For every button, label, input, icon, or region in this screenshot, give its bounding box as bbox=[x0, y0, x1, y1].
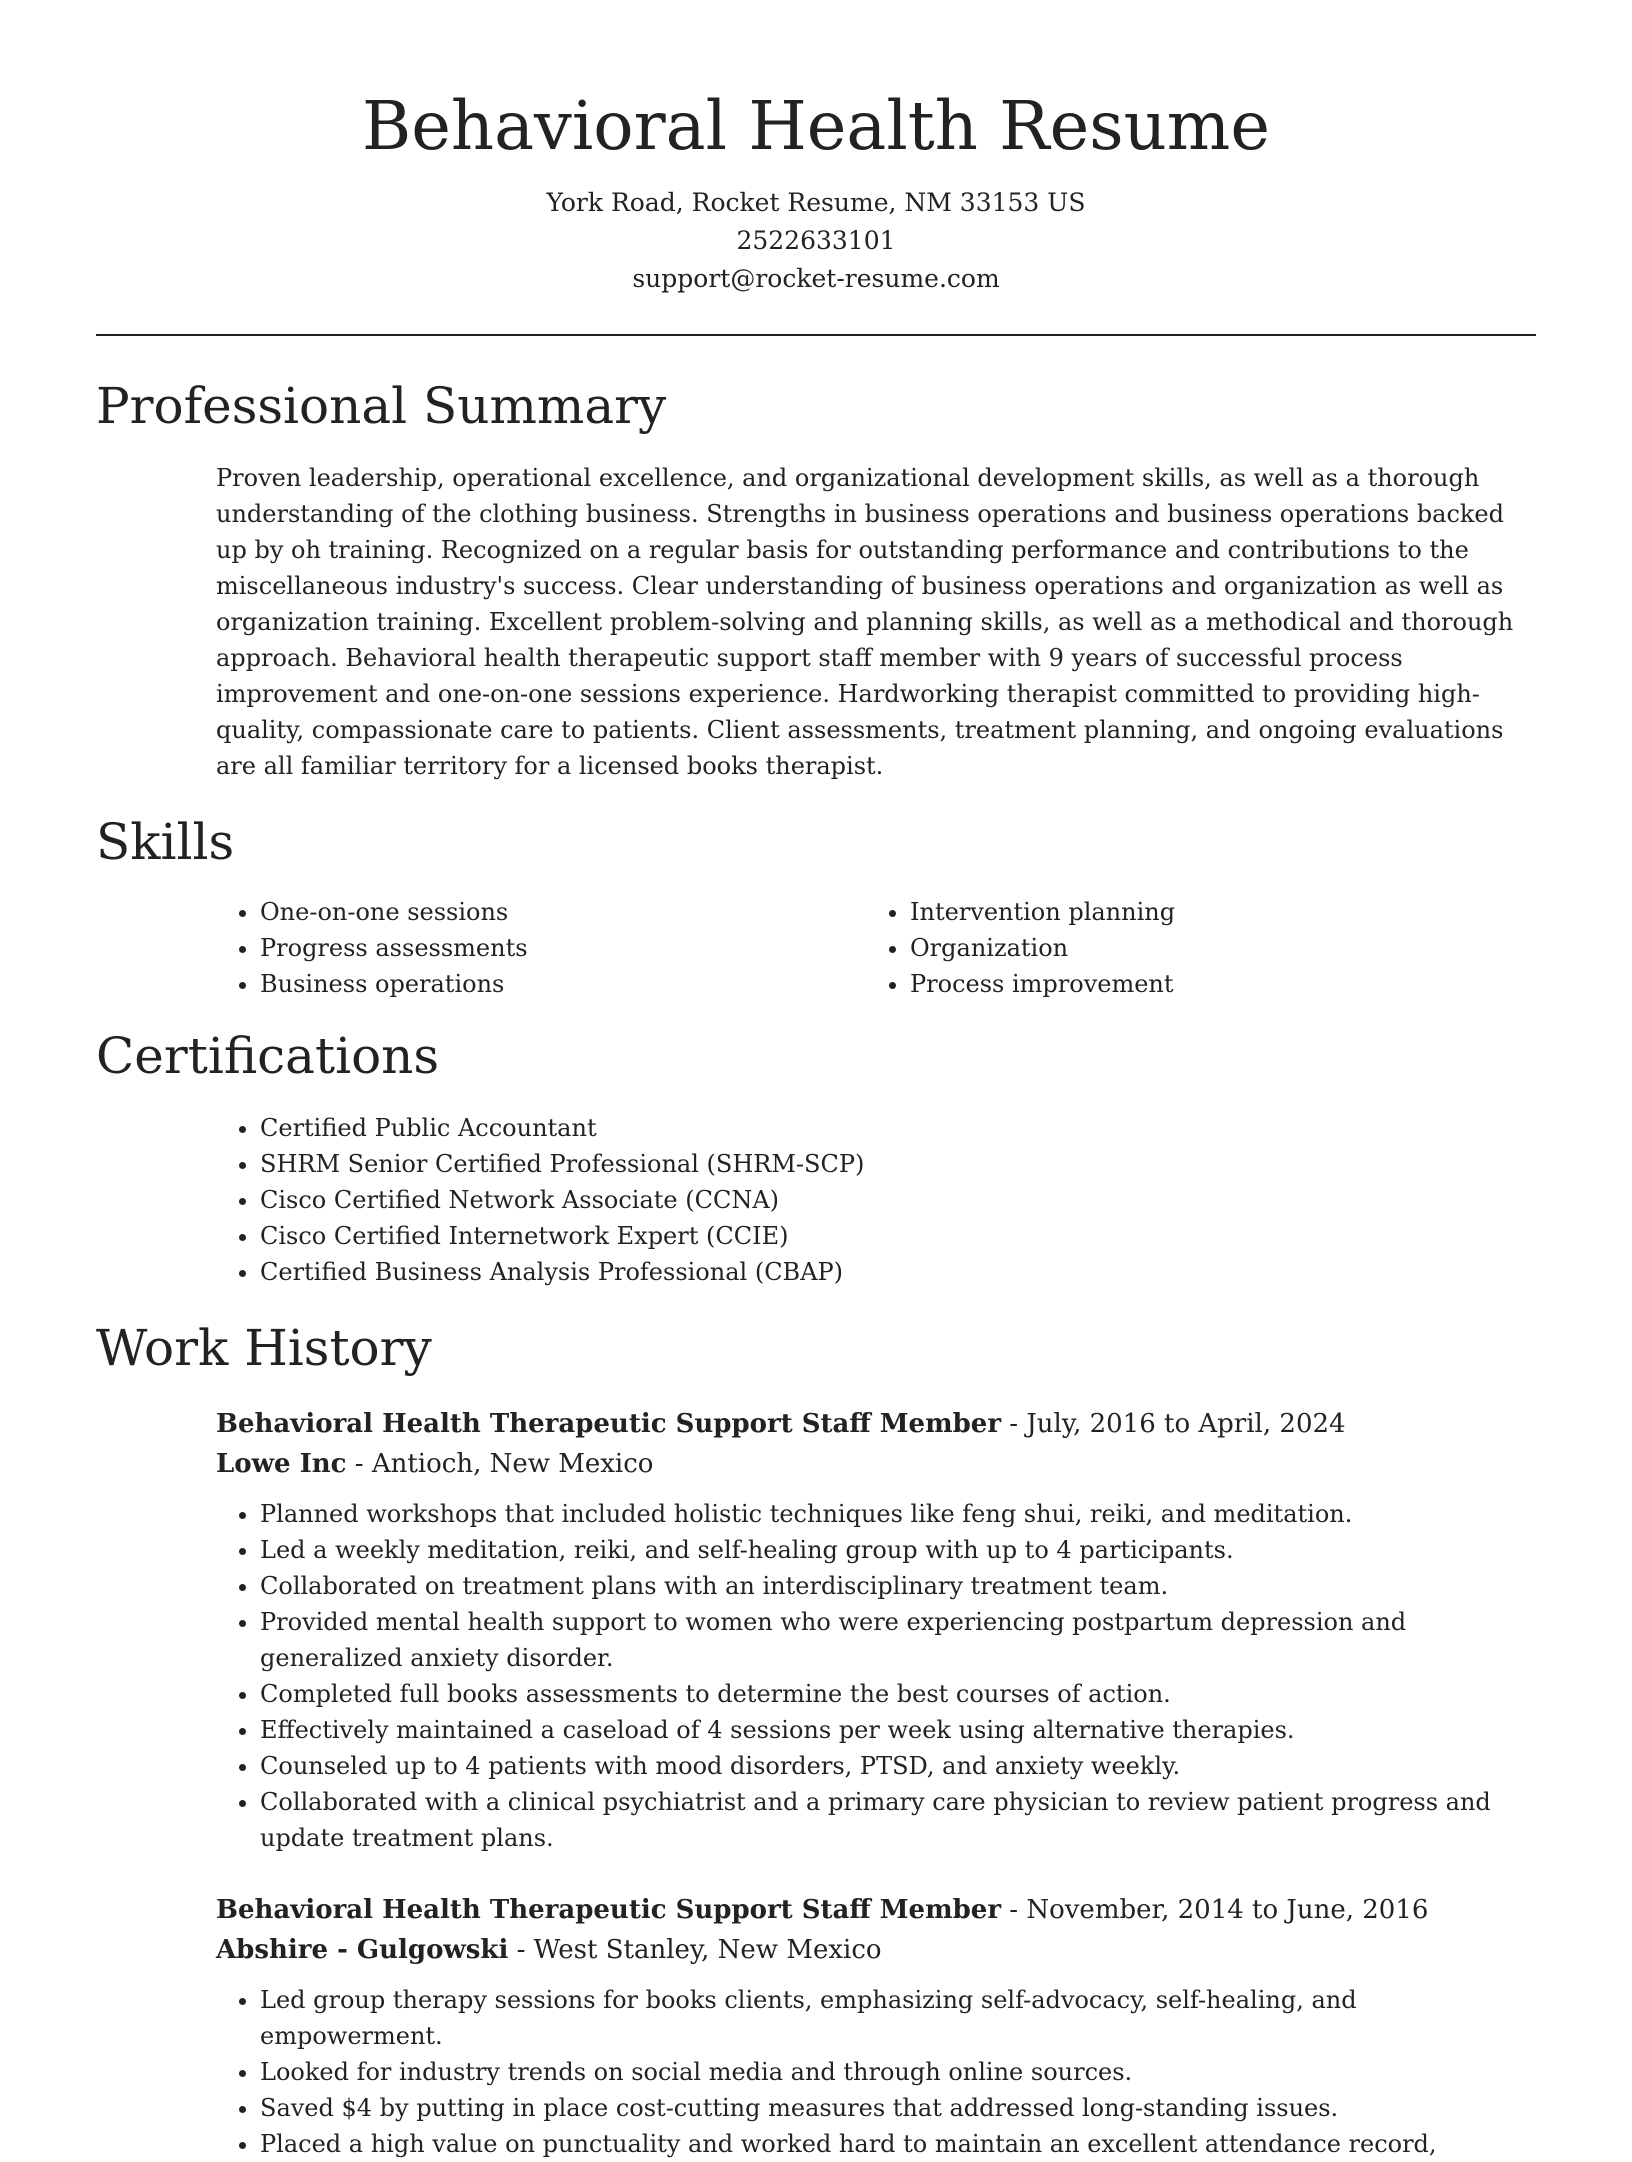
job-dates: July, 2016 to April, 2024 bbox=[1026, 1409, 1346, 1439]
skill-item: • Progress assessments bbox=[260, 930, 866, 966]
certification-item: • Cisco Certified Internetwork Expert (CCIE) bbox=[260, 1218, 1536, 1254]
summary-text: Proven leadership, operational excellence, and organizational development skills, as well as a thorough understanding of the clothing business. Strengths in business operations and business operations backed up by oh training. Recognized on a regular basis for outstanding performance and contributions to the miscellaneous industry's success. Clear understanding of business operations and organization as well as organization training. Excellent problem-solving and planning skills, as well as a methodical and thorough approach. Behavioral health therapeutic support staff member with 9 years of successful process improvement and one-on-one sessions experience. Hardworking therapist committed to providing high-quality, compassionate care to patients. Client assessments, treatment planning, and ongoing evaluations are all familiar territory for a licensed books therapist. bbox=[216, 464, 1514, 780]
job-separator: - bbox=[1009, 1409, 1027, 1439]
certifications-block bbox=[216, 1110, 1536, 1290]
job-entry bbox=[216, 1404, 1536, 1856]
job-bullet: • Placed a high value on punctuality and worked hard to maintain an excellent attendance record, bbox=[260, 2126, 1536, 2162]
job-title-line bbox=[216, 1890, 1536, 1930]
job-company-line bbox=[216, 1444, 1536, 1484]
job-bullet: • Collaborated on treatment plans with an interdisciplinary treatment team. bbox=[260, 1568, 1536, 1604]
skill-item: • Organization bbox=[910, 930, 1516, 966]
job-bullet: • Led a weekly meditation, reiki, and self-healing group with up to 4 participants. bbox=[260, 1532, 1536, 1568]
skill-item: • Business operations bbox=[260, 966, 866, 1002]
certifications-section bbox=[96, 1024, 1536, 1290]
skills-heading: Skills bbox=[96, 813, 235, 871]
header-divider bbox=[96, 334, 1536, 336]
skills-columns bbox=[216, 894, 1536, 1002]
summary-heading: Professional Summary bbox=[96, 377, 667, 435]
job-company-line bbox=[216, 1930, 1536, 1970]
job-separator: - bbox=[516, 1935, 534, 1965]
job-role: Behavioral Health Therapeutic Support Staff Member bbox=[216, 1409, 1002, 1439]
resume-page bbox=[96, 0, 1536, 2162]
skills-list-right bbox=[866, 894, 1516, 1002]
job-location: Antioch, New Mexico bbox=[371, 1449, 654, 1479]
job-bullet: • Looked for industry trends on social media and through online sources. bbox=[260, 2054, 1536, 2090]
skill-item: • Process improvement bbox=[910, 966, 1516, 1002]
job-title-line bbox=[216, 1404, 1536, 1444]
job-bullets bbox=[216, 1496, 1536, 1856]
certification-item: • Certified Business Analysis Professional (CBAP) bbox=[260, 1254, 1536, 1290]
job-bullets bbox=[216, 1982, 1536, 2162]
job-dates: November, 2014 to June, 2016 bbox=[1026, 1895, 1429, 1925]
job-company: Abshire - Gulgowski bbox=[216, 1935, 509, 1965]
job-location: West Stanley, New Mexico bbox=[533, 1935, 882, 1965]
job-company: Lowe Inc bbox=[216, 1449, 347, 1479]
contact-email[interactable]: support@rocket-resume.com bbox=[632, 264, 1000, 293]
certifications-heading: Certifications bbox=[96, 1027, 440, 1085]
certification-item: • Cisco Certified Network Associate (CCNA) bbox=[260, 1182, 1536, 1218]
job-role: Behavioral Health Therapeutic Support Staff Member bbox=[216, 1895, 1002, 1925]
contact-block bbox=[96, 184, 1536, 298]
job-bullet: • Planned workshops that included holistic techniques like feng shui, reiki, and meditation. bbox=[260, 1496, 1536, 1532]
work-history-heading: Work History bbox=[96, 1319, 432, 1377]
skills-list-left bbox=[216, 894, 866, 1002]
job-bullet: • Completed full books assessments to determine the best courses of action. bbox=[260, 1676, 1536, 1712]
contact-phone: 2522633101 bbox=[736, 226, 896, 255]
job-bullet: • Collaborated with a clinical psychiatrist and a primary care physician to review patient progress and update treatment plans. bbox=[260, 1784, 1536, 1856]
job-separator: - bbox=[1009, 1895, 1027, 1925]
work-history-section bbox=[96, 1316, 1536, 2162]
certification-item: • SHRM Senior Certified Professional (SHRM-SCP) bbox=[260, 1146, 1536, 1182]
job-bullet: • Saved $4 by putting in place cost-cutting measures that addressed long-standing issues. bbox=[260, 2090, 1536, 2126]
summary-section bbox=[96, 374, 1536, 784]
resume-title: Behavioral Health Resume bbox=[362, 87, 1270, 165]
job-entry bbox=[216, 1890, 1536, 2162]
contact-address: York Road, Rocket Resume, NM 33153 US bbox=[546, 188, 1086, 217]
job-bullet: • Effectively maintained a caseload of 4 sessions per week using alternative therapies. bbox=[260, 1712, 1536, 1748]
job-bullet: • Counseled up to 4 patients with mood disorders, PTSD, and anxiety weekly. bbox=[260, 1748, 1536, 1784]
certification-item: • Certified Public Accountant bbox=[260, 1110, 1536, 1146]
job-separator: - bbox=[354, 1449, 372, 1479]
skill-item: • One-on-one sessions bbox=[260, 894, 866, 930]
certifications-list bbox=[216, 1110, 1536, 1290]
skill-item: • Intervention planning bbox=[910, 894, 1516, 930]
job-bullet: • Led group therapy sessions for books clients, emphasizing self-advocacy, self-healing, and empowerment. bbox=[260, 1982, 1536, 2054]
skills-section bbox=[96, 810, 1536, 1002]
job-bullet: • Provided mental health support to women who were experiencing postpartum depression and generalized anxiety disorder. bbox=[260, 1604, 1536, 1676]
